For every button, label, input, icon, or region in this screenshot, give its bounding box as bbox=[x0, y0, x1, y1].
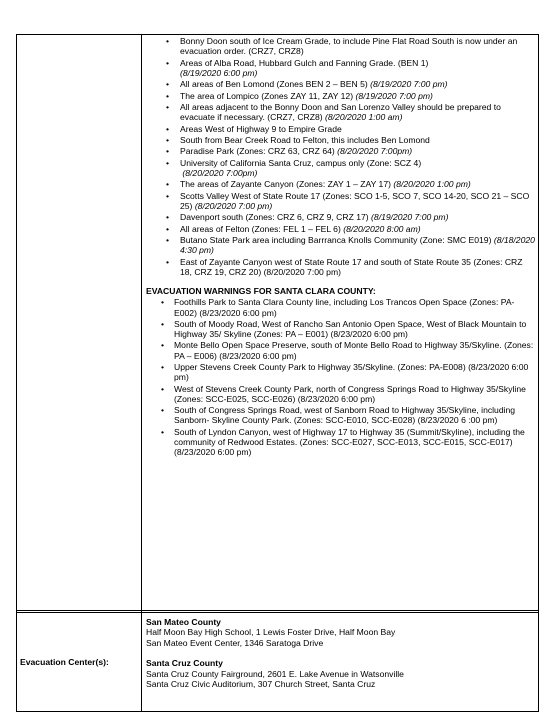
bullet-icon: • bbox=[166, 79, 170, 90]
bullet-icon: • bbox=[161, 426, 165, 437]
bullet-icon: • bbox=[166, 36, 170, 46]
center-line: Santa Cruz Civic Auditorium, 307 Church Street, Santa Cruz bbox=[146, 679, 376, 690]
bullet-icon: • bbox=[166, 123, 170, 134]
bullet-icon: • bbox=[166, 146, 170, 157]
list-item: • The area of Lompico (Zones ZAY 11, ZAY 12) (8/19/2020 7:00 pm) bbox=[166, 90, 433, 101]
list-item: • All areas adjacent to the Bonny Doon and San Lorenzo Valley should be prepared to evacuate if necessary. (CRZ7, CRZ8) (8/20/2020 1:00 am) bbox=[166, 101, 501, 123]
list-item: • South from Bear Creek Road to Felton, this includes Ben Lomond bbox=[166, 134, 430, 145]
bullet-icon: • bbox=[166, 101, 170, 112]
list-item: • Davenport south (Zones: CRZ 6, CRZ 9, CRZ 17) (8/19/2020 7:00 pm) bbox=[166, 212, 449, 223]
evacuation-centers-cell bbox=[146, 617, 536, 689]
center-line: San Mateo Event Center, 1346 Saratoga Drive bbox=[146, 637, 324, 648]
bullet-icon: • bbox=[166, 179, 170, 190]
bullet-icon: • bbox=[166, 134, 170, 145]
list-item: • Scotts Valley West of State Route 17 (Zones: SCO 1-5, SCO 7, SCO 14-20, SCO 21 – SCO 25) (8/20/2020 7:00 pm) bbox=[166, 190, 530, 211]
bullet-icon: • bbox=[166, 235, 170, 246]
warnings-heading: EVACUATION WARNINGS FOR SANTA CLARA COUNTY: bbox=[146, 286, 376, 297]
san-mateo-heading: San Mateo County bbox=[146, 617, 221, 627]
santa-cruz-heading: Santa Cruz County bbox=[146, 658, 223, 669]
bullet-icon: • bbox=[161, 340, 165, 351]
bullet-icon: • bbox=[161, 318, 165, 329]
list-item: • South of Congress Springs Road, west of Sanborn Road to Highway 35/Skyline, including Sanborn- Skyline County Park. (Zones: SCC-E010, SCC-E028) (8/23/2020 6 :00 pm) bbox=[161, 405, 516, 426]
row-divider bbox=[16, 610, 539, 611]
list-item: • University of California Santa Cruz, campus only (Zone: SCZ 4) (8/20/2020 7:00pm) bbox=[166, 157, 422, 178]
list-item: • Areas West of Highway 9 to Empire Grade bbox=[166, 123, 342, 134]
bullet-icon: • bbox=[166, 57, 170, 68]
bullet-icon: • bbox=[166, 190, 170, 201]
row-divider-double bbox=[16, 612, 539, 613]
list-item: • West of Stevens Creek County Park, north of Congress Springs Road to Highway 35/Skyline (Zones: SCC-E025, SCC-E026) (8/23/2020 6:00 pm) bbox=[161, 383, 526, 404]
list-item: • South of Lyndon Canyon, west of Highway 17 to Highway 35 (Summit/Skyline), including the community of Redwood Estates. (Zones: SCC-E027, SCC-E013, SCC-E015, SCC-E017) (8/23/2020 6:00 pm) bbox=[161, 426, 525, 458]
list-item: • Areas of Alba Road, Hubbard Gulch and Fanning Grade. (BEN 1) (8/19/2020 6:00 pm) bbox=[166, 57, 429, 78]
bullet-icon: • bbox=[161, 383, 165, 394]
list-item: • All areas of Felton (Zones: FEL 1 – FEL 6) (8/20/2020 8:00 am) bbox=[166, 223, 421, 234]
list-item: • East of Zayante Canyon west of State Route 17 and south of State Route 35 (Zones: CRZ 18, CRZ 19, CRZ 20) (8/20/2020 7:00 pm) bbox=[166, 256, 523, 277]
evacuation-orders-list bbox=[146, 36, 536, 277]
bullet-icon: • bbox=[161, 405, 165, 416]
bullet-icon: • bbox=[161, 297, 165, 308]
list-item: • Butano State Park area including Barrranca Knolls Community (Zone: SMC E019) (8/18/2020 4:30 pm) bbox=[166, 235, 535, 256]
list-item: • Paradise Park (Zones: CRZ 63, CRZ 64) (8/20/2020 7:00pm) bbox=[166, 146, 413, 157]
list-item: • All areas of Ben Lomond (Zones BEN 2 – BEN 5) (8/19/2020 7:00 pm) bbox=[166, 79, 448, 90]
list-item: • Bonny Doon south of Ice Cream Grade, to include Pine Flat Road South is now under an evacuation order. (CRZ7, CRZ8) bbox=[166, 36, 518, 57]
list-item: • The areas of Zayante Canyon (Zones: ZAY 1 – ZAY 17) (8/20/2020 1:00 pm) bbox=[166, 179, 471, 190]
bullet-icon: • bbox=[166, 212, 170, 223]
evacuation-warnings-list bbox=[146, 297, 536, 457]
list-item: • Monte Bello Open Space Preserve, south of Monte Bello Road to Highway 35/Skyline. (Zones: PA – E006) (8/23/2020 6:00 pm) bbox=[161, 340, 534, 361]
list-item: • Upper Stevens Creek County Park to Highway 35/Skyline. (Zones: PA-E008) (8/23/2020 6:00 pm) bbox=[161, 362, 529, 383]
bullet-icon: • bbox=[161, 362, 165, 373]
bullet-icon: • bbox=[166, 256, 170, 267]
list-item: • Foothills Park to Santa Clara County line, including Los Trancos Open Space (Zones: PA-E002) (8/23/2020 6:00 pm) bbox=[161, 297, 515, 318]
bullet-icon: • bbox=[166, 223, 170, 234]
evacuation-centers-label: Evacuation Center(s): bbox=[20, 657, 109, 667]
bullet-icon: • bbox=[166, 157, 170, 168]
bullet-icon: • bbox=[166, 90, 170, 101]
list-item: • South of Moody Road, West of Rancho San Antonio Open Space, West of Black Mountain to Highway 35/ Skyline (Zones: PA – E001) (8/23/2020 6:00 pm) bbox=[161, 318, 527, 340]
center-line: Santa Cruz County Fairground, 2601 E. Lake Avenue in Watsonville bbox=[146, 668, 404, 679]
center-line: Half Moon Bay High School, 1 Lewis Foster Drive, Half Moon Bay bbox=[146, 627, 396, 638]
evacuation-orders-cell bbox=[146, 36, 536, 459]
